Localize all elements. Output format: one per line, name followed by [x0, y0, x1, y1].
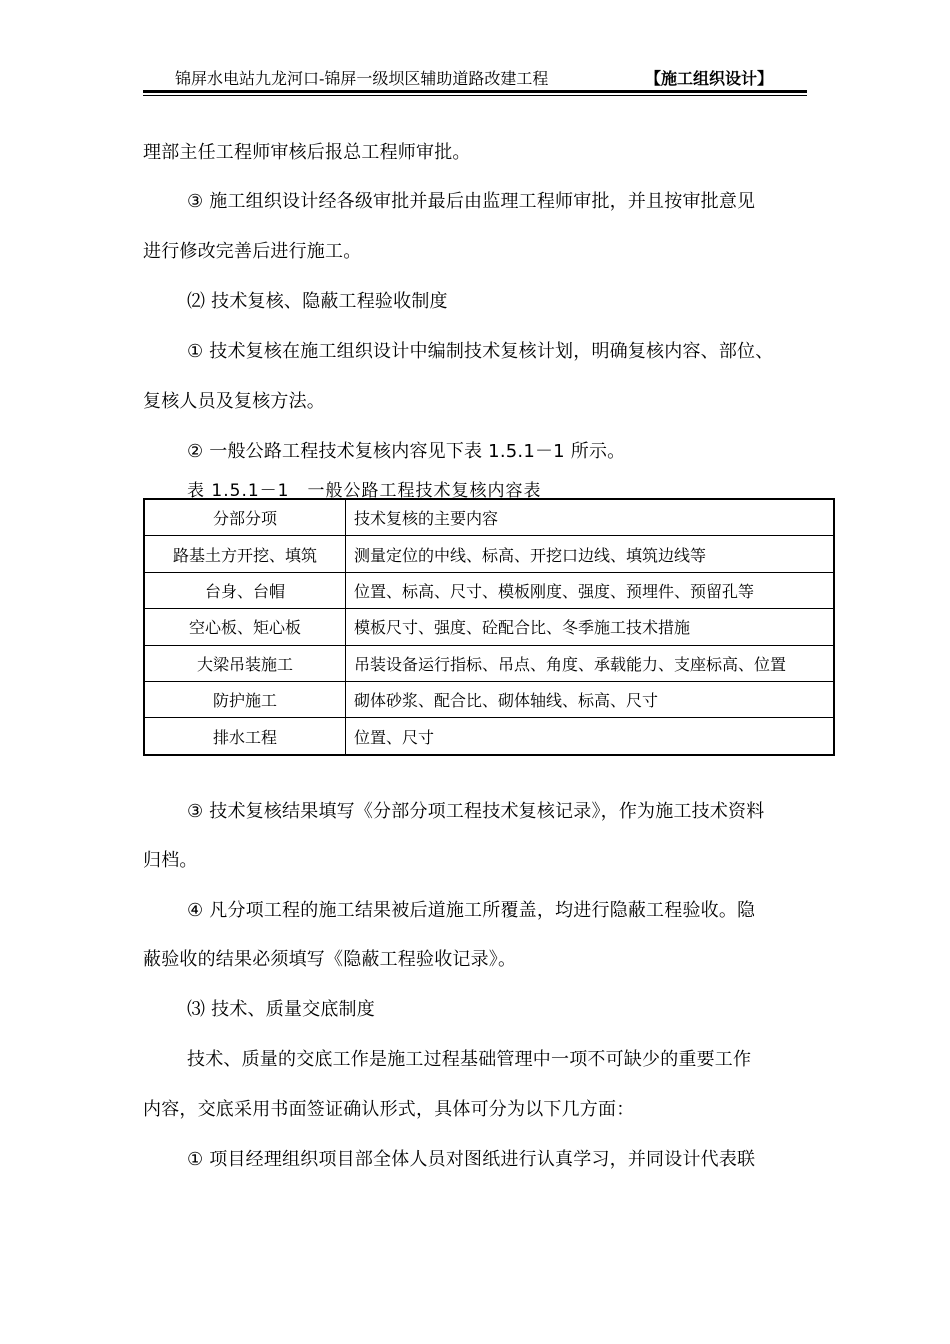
table-row: [144, 536, 834, 572]
table-cell-content: 位置、尺寸: [346, 718, 835, 755]
table-cell-content: 位置、标高、尺寸、模板刚度、强度、预埋件、预留孔等: [346, 572, 835, 608]
paragraph-line: ② 一般公路工程技术复核内容见下表 1.5.1－1 所示。: [187, 441, 626, 462]
table-cell-content: 模板尺寸、强度、砼配合比、冬季施工技术措施: [346, 609, 835, 645]
table-row: [144, 681, 834, 717]
table-cell-item: 路基土方开挖、填筑: [144, 536, 346, 572]
table-cell-content: 测量定位的中线、标高、开挖口边线、填筑边线等: [346, 536, 835, 572]
table-cell-item: 台身、台帽: [144, 572, 346, 608]
table-cell-content: 吊装设备运行指标、吊点、角度、承载能力、支座标高、位置: [346, 645, 835, 681]
header-rule-thin: [143, 95, 807, 96]
paragraph-line: ③ 施工组织设计经各级审批并最后由监理工程师审批，并且按审批意见: [187, 191, 756, 212]
paragraph-line: 内容，交底采用书面签证确认形式，具体可分为以下几方面：: [143, 1099, 635, 1120]
paragraph-line: ④ 凡分项工程的施工结果被后道施工所覆盖，均进行隐蔽工程验收。隐: [187, 900, 756, 921]
paragraph-line: ① 技术复核在施工组织设计中编制技术复核计划，明确复核内容、部位、: [187, 341, 774, 362]
paragraph-line: 蔽验收的结果必须填写《隐蔽工程验收记录》。: [143, 949, 517, 970]
paragraph-line: 归档。: [143, 850, 198, 871]
table-cell-content: 砌体砂浆、配合比、砌体轴线、标高、尺寸: [346, 681, 835, 717]
tech-review-table: [143, 498, 835, 756]
table-row: [144, 609, 834, 645]
table-cell-item: 防护施工: [144, 681, 346, 717]
table-cell-item: 大梁吊装施工: [144, 645, 346, 681]
header-doc-type: 【施工组织设计】: [645, 69, 774, 88]
table-caption: 表 1.5.1－1 一般公路工程技术复核内容表: [187, 481, 542, 501]
section-heading: ⑶ 技术、质量交底制度: [187, 999, 375, 1020]
paragraph-line: ③ 技术复核结果填写《分部分项工程技术复核记录》，作为施工技术资料: [187, 801, 765, 822]
table-header-row: [144, 499, 834, 536]
table-cell-item: 排水工程: [144, 718, 346, 755]
header-rule-thick: [143, 90, 807, 93]
section-heading: ⑵ 技术复核、隐蔽工程验收制度: [187, 291, 448, 312]
paragraph-line: 理部主任工程师审核后报总工程师审批。: [143, 142, 471, 163]
table-cell-item: 空心板、矩心板: [144, 609, 346, 645]
paragraph-line: ① 项目经理组织项目部全体人员对图纸进行认真学习，并同设计代表联: [187, 1149, 756, 1170]
table-header-cell: 技术复核的主要内容: [346, 499, 835, 536]
table-row: [144, 645, 834, 681]
table-row: [144, 572, 834, 608]
header-project-title: 锦屏水电站九龙河口-锦屏一级坝区辅助道路改建工程: [175, 69, 549, 88]
table-header-cell: 分部分项: [144, 499, 346, 536]
table-row: [144, 718, 834, 755]
paragraph-line: 进行修改完善后进行施工。: [143, 241, 362, 262]
paragraph-line: 复核人员及复核方法。: [143, 391, 325, 412]
paragraph-line: 技术、质量的交底工作是施工过程基础管理中一项不可缺少的重要工作: [187, 1049, 752, 1070]
